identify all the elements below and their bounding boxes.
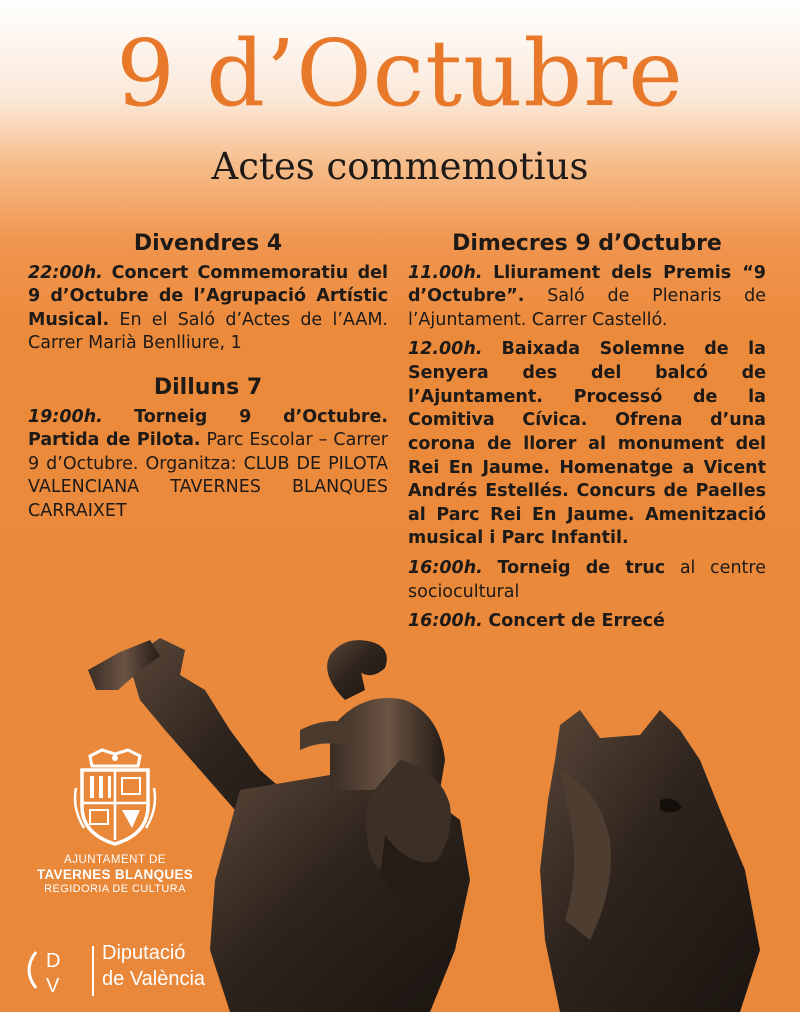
event-time: 22:00h. [28, 262, 103, 283]
svg-text:D: D [46, 950, 61, 972]
logo-line-2: TAVERNES BLANQUES [36, 867, 194, 883]
statue-horse [540, 710, 760, 1012]
event-time: 19:00h. [28, 406, 103, 427]
day-heading-monday: Dilluns 7 [153, 375, 263, 400]
right-column [408, 230, 766, 634]
svg-text:V: V [46, 975, 60, 997]
event-details: Parc Escolar – Carrer 9 d’Octubre. Organitza: CLUB DE PILOTA VALENCIANA TAVERNES BLANQUES CARRAIXET [28, 430, 388, 521]
event-title: Concert de Errecé [488, 611, 665, 632]
event-monday-pilota [28, 406, 388, 524]
event-title: Baixada Solemne de la Senyera des del balcó de l’Ajuntament. Processó de la Comitiva Cívica. Ofrena d’una corona de llorer al monument del Rei En Jaume. Homenatge a Vicent Andrés Estellés. Concurs de Paelles al Parc Rei En Jaume. Amenització musical i Parc Infantil. [408, 339, 766, 549]
event-title: Lliurament dels Premis “9 d’Octubre”. [408, 262, 766, 307]
diputacio-logo-icon [20, 942, 90, 998]
event-details: En el Saló d’Actes de l’AAM. Carrer Marià Benlliure, 1 [28, 309, 388, 354]
event-details: Saló de Plenaris de l’Ajuntament. Carrer Castelló. [408, 286, 766, 330]
diputacio-logo [20, 940, 280, 1000]
event-details: al centre sociocultural [408, 558, 766, 602]
event-time: 11.00h. [408, 262, 483, 283]
statue-dragon-crest [327, 640, 387, 700]
event-truc [408, 557, 766, 604]
logo-line-3: REGIDORIA DE CULTURA [44, 882, 186, 895]
event-time: 16:00h. [408, 558, 483, 578]
page-title: 9 d’Octubre [116, 20, 684, 127]
event-title: Torneig 9 d’Octubre. Partida de Pilota. [28, 406, 388, 451]
diputacio-line-2: de València [102, 968, 206, 990]
diputacio-text [102, 940, 205, 992]
event-time: 16:00h. [408, 611, 483, 632]
event-senyera [408, 338, 766, 551]
coat-of-arms-icon [72, 748, 158, 848]
diputacio-line-1: Diputació [102, 942, 186, 964]
event-friday-concert [28, 262, 388, 357]
ajuntament-logo [30, 748, 200, 895]
event-awards [408, 262, 766, 333]
logo-line-1: AJUNTAMENT DE [64, 854, 166, 866]
event-title: Concert Commemoratiu del 9 d’Octubre de l’Agrupació Artístic Musical. [28, 262, 388, 330]
diputacio-separator [92, 946, 94, 996]
page-subtitle: Actes commemotius [211, 145, 589, 188]
day-heading-friday: Divendres 4 [133, 231, 283, 256]
event-time: 12.00h. [408, 339, 483, 360]
left-column [28, 230, 388, 524]
event-title: Torneig de truc [497, 558, 666, 578]
day-heading-wednesday: Dimecres 9 d’Octubre [452, 231, 722, 256]
